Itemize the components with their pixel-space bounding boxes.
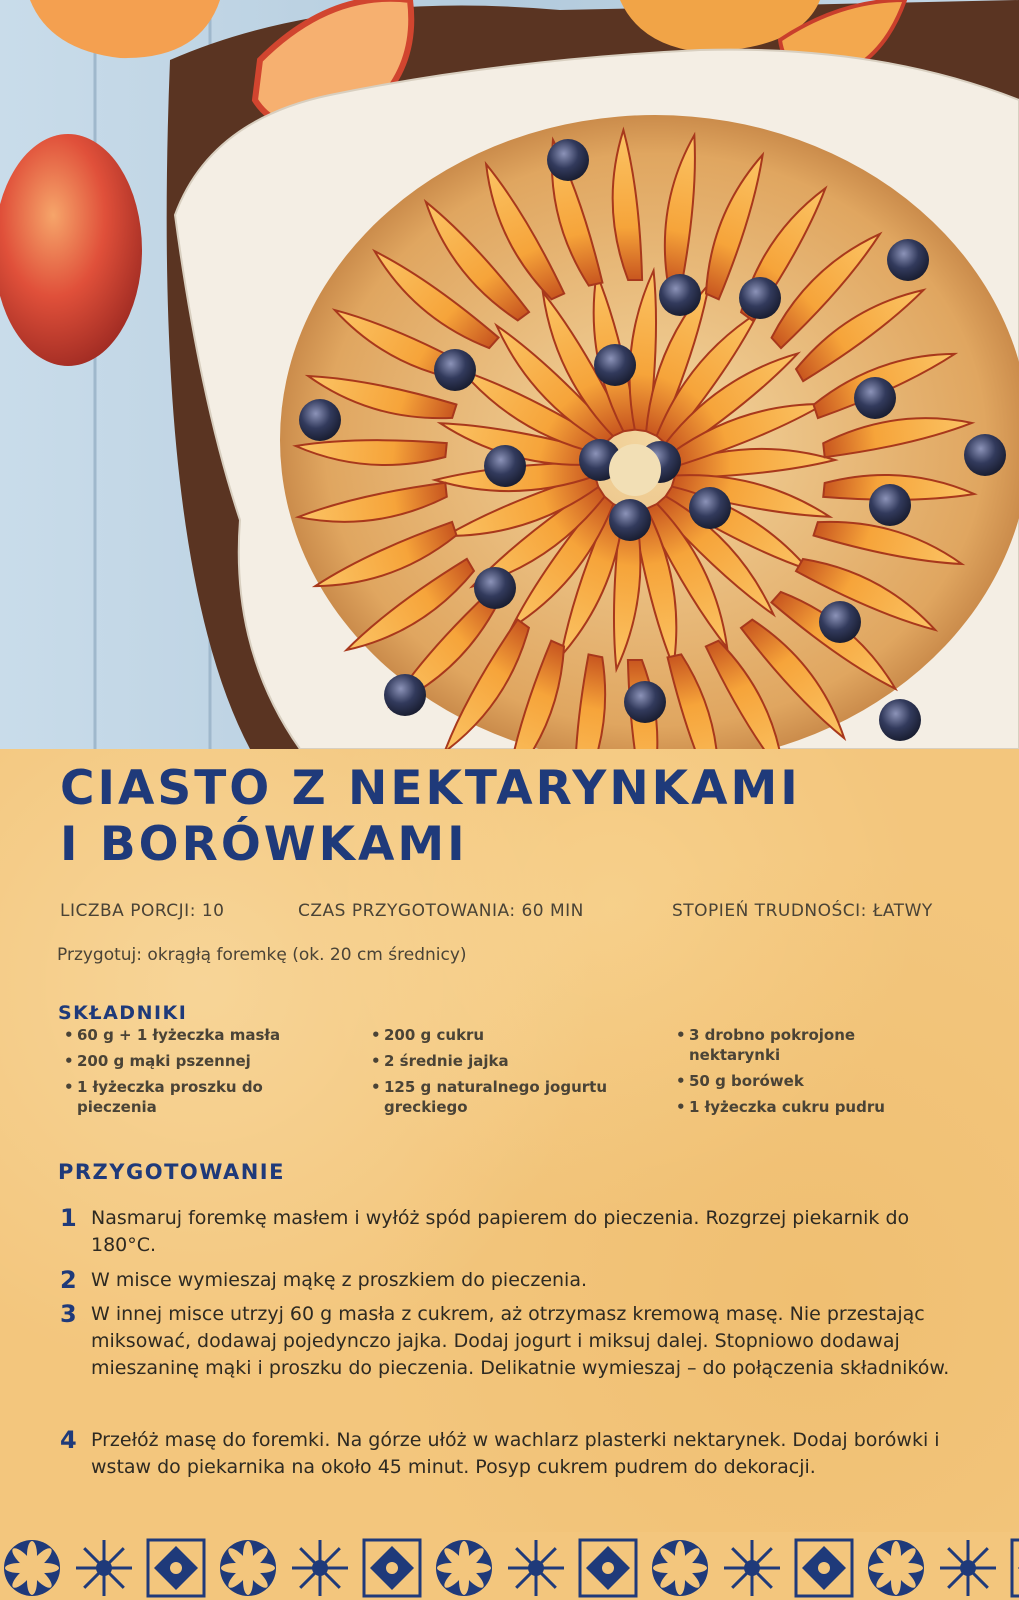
ingredient-item: • 3 drobno pokrojone nektarynki xyxy=(674,1025,934,1065)
blueberry xyxy=(659,274,701,316)
whole-nectarine xyxy=(0,134,142,366)
blueberry xyxy=(609,499,651,541)
ingredient-item: • 1 łyżeczka cukru pudru xyxy=(674,1097,934,1117)
blueberry xyxy=(384,674,426,716)
azulejo-tile-icon xyxy=(1012,1540,1019,1596)
tile-pattern xyxy=(0,1532,1019,1600)
azulejo-tile-icon xyxy=(436,1540,492,1596)
difficulty-info: STOPIEŃ TRUDNOŚCI: ŁATWY xyxy=(672,901,933,921)
azulejo-tile-icon xyxy=(364,1540,420,1596)
ingredients-column-1 xyxy=(62,1025,322,1123)
step-text: Przełóż masę do foremki. Na górze ułóż w wachlarz plasterki nektarynek. Dodaj borówki i wstaw do piekarnika na około 45 minut. Posyp cukrem pudrem do dekoracji. xyxy=(91,1429,940,1478)
recipe-title-line-2: I BORÓWKAMI xyxy=(60,817,468,872)
blueberry xyxy=(547,139,589,181)
step-number: 2 xyxy=(60,1266,77,1294)
blueberry xyxy=(484,445,526,487)
azulejo-tile-icon xyxy=(724,1540,780,1596)
azulejo-tile-border xyxy=(0,1532,1019,1600)
azulejo-tile-icon xyxy=(4,1540,60,1596)
step-text: W misce wymieszaj mąkę z proszkiem do pieczenia. xyxy=(91,1269,588,1291)
portions-info: LICZBA PORCJI: 10 xyxy=(60,901,225,921)
ingredient-item: • 200 g cukru xyxy=(369,1025,639,1045)
azulejo-tile-icon xyxy=(292,1540,348,1596)
blueberry xyxy=(474,567,516,609)
azulejo-tile-icon xyxy=(868,1540,924,1596)
azulejo-tile-icon xyxy=(652,1540,708,1596)
ingredient-item: • 60 g + 1 łyżeczka masła xyxy=(62,1025,322,1045)
blueberry xyxy=(964,434,1006,476)
blueberry xyxy=(594,344,636,386)
blueberry xyxy=(879,699,921,741)
azulejo-tile-icon xyxy=(220,1540,276,1596)
recipe-photo xyxy=(0,0,1019,749)
ingredient-item: • 200 g mąki pszennej xyxy=(62,1051,322,1071)
ingredients-heading: SKŁADNIKI xyxy=(58,1002,188,1024)
azulejo-tile-icon xyxy=(148,1540,204,1596)
ingredient-item: • 125 g naturalnego jogurtu greckiego xyxy=(369,1077,639,1117)
ingredients-column-2 xyxy=(369,1025,639,1123)
recipe-title-line-1: CIASTO Z NEKTARYNKAMI xyxy=(60,761,801,816)
azulejo-tile-icon xyxy=(508,1540,564,1596)
azulejo-tile-icon xyxy=(76,1540,132,1596)
blueberry xyxy=(299,399,341,441)
blueberry xyxy=(869,484,911,526)
blueberry xyxy=(887,239,929,281)
blueberry xyxy=(854,377,896,419)
cake-center xyxy=(609,444,661,496)
azulejo-tile-icon xyxy=(580,1540,636,1596)
azulejo-tile-icon xyxy=(796,1540,852,1596)
steps-heading: PRZYGOTOWANIE xyxy=(58,1160,285,1184)
blueberry xyxy=(434,349,476,391)
ingredient-item: • 2 średnie jajka xyxy=(369,1051,639,1071)
blueberry xyxy=(739,277,781,319)
prep-time-info: CZAS PRZYGOTOWANIA: 60 MIN xyxy=(298,901,584,921)
step-number: 1 xyxy=(60,1204,77,1232)
blueberry xyxy=(624,681,666,723)
ingredient-item: • 1 łyżeczka proszku do pieczenia xyxy=(62,1077,322,1117)
prepare-note: Przygotuj: okrągłą foremkę (ok. 20 cm średnicy) xyxy=(57,945,467,965)
azulejo-tile-icon xyxy=(940,1540,996,1596)
blueberry xyxy=(689,487,731,529)
blueberry xyxy=(819,601,861,643)
step-number: 3 xyxy=(60,1300,77,1328)
step-number: 4 xyxy=(60,1426,77,1454)
cake-photo-illustration xyxy=(0,0,1019,749)
step-text: W innej misce utrzyj 60 g masła z cukrem, aż otrzymasz kremową masę. Nie przestając miksować, dodawaj pojedynczo jajka. Dodaj jogurt i miksuj dalej. Stopniowo dodawaj mieszaninę mąki i proszku do pieczenia. Delikatnie wymieszaj – do połączenia składników. xyxy=(91,1303,950,1379)
ingredient-item: • 50 g borówek xyxy=(674,1071,934,1091)
step-text: Nasmaruj foremkę masłem i wyłóż spód papierem do pieczenia. Rozgrzej piekarnik do 180°C. xyxy=(91,1207,910,1256)
recipe-card xyxy=(0,749,1019,1532)
ingredients-column-3 xyxy=(674,1025,934,1123)
